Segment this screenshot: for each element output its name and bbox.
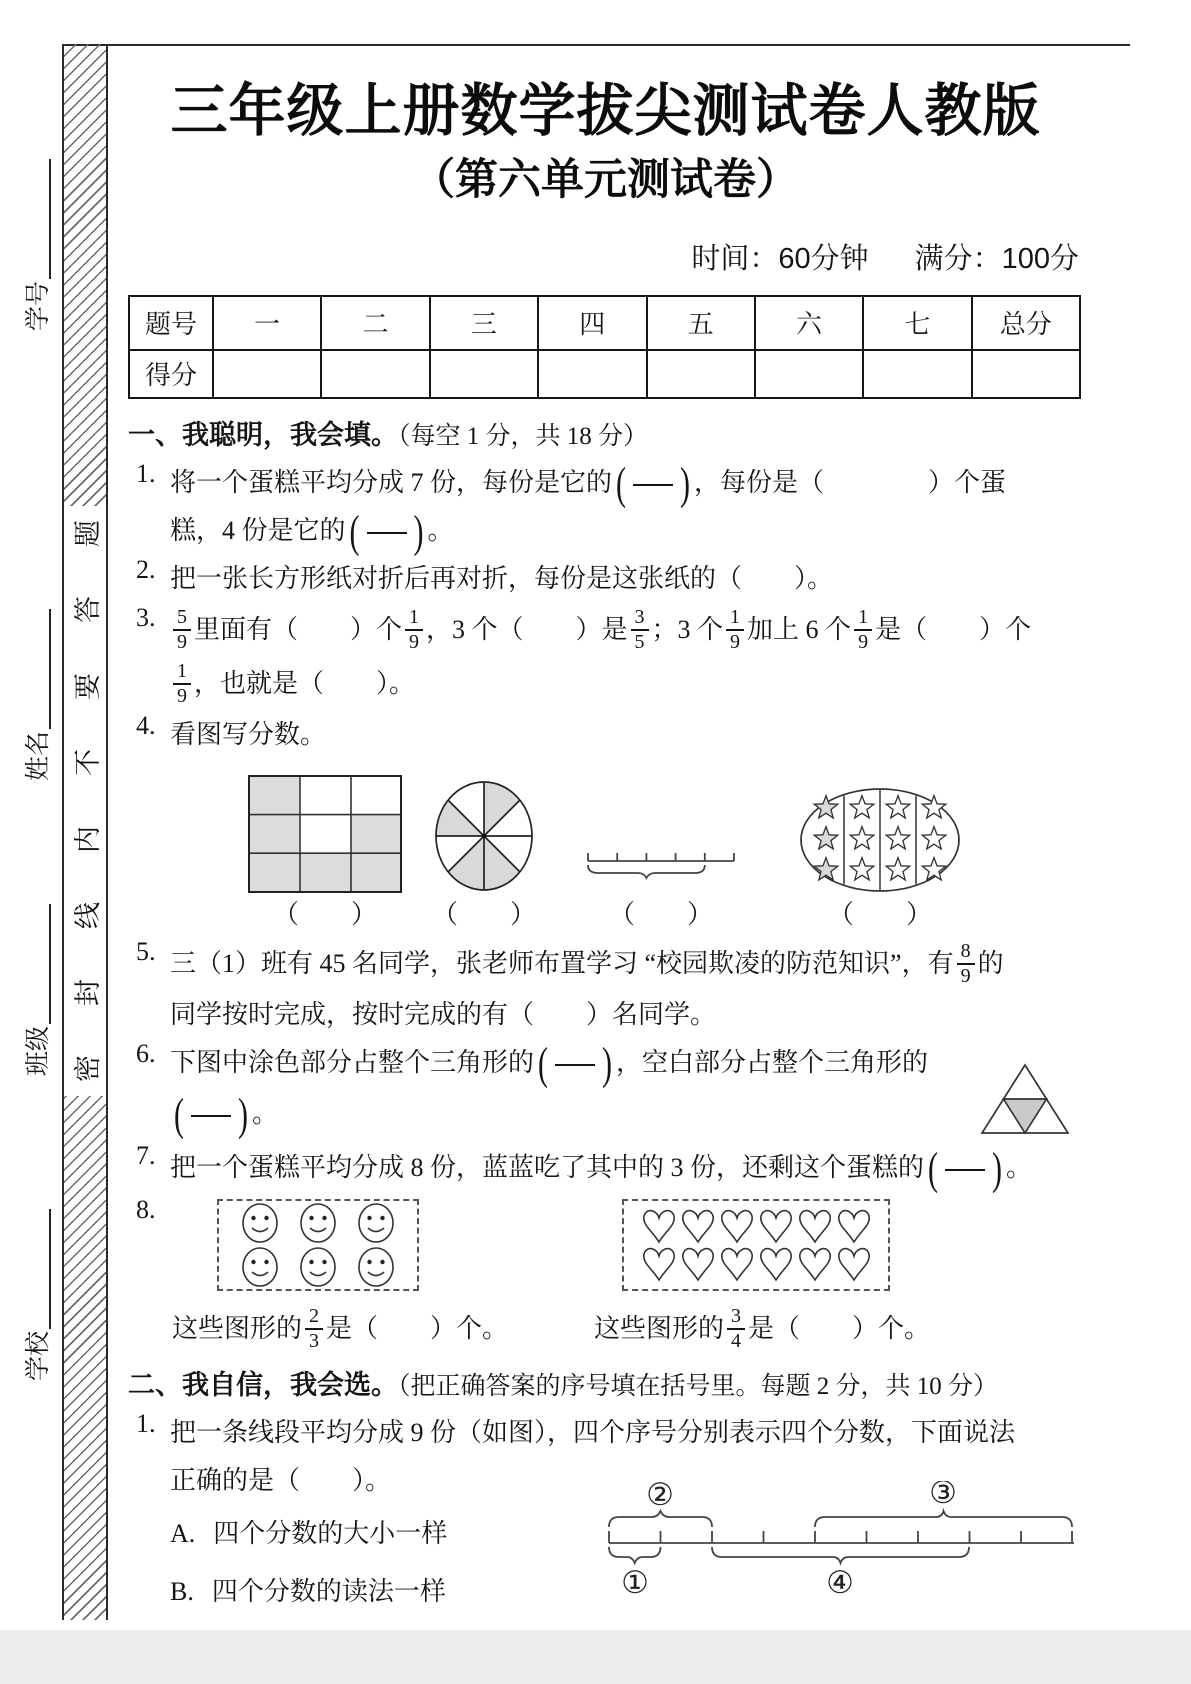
heart-icon bbox=[797, 1207, 833, 1245]
smiley-icon bbox=[355, 1202, 397, 1244]
question-8-captions bbox=[170, 1303, 1083, 1355]
class-field bbox=[25, 904, 51, 1076]
heart-icon bbox=[836, 1245, 872, 1283]
question-8-figures bbox=[170, 1199, 1083, 1293]
seal-char: 要 bbox=[72, 672, 103, 700]
smiley-icon bbox=[355, 1246, 397, 1288]
option-b: B. 四个分数的读法一样 bbox=[170, 1576, 446, 1606]
seal-line-text bbox=[64, 506, 106, 1096]
heart-icon bbox=[680, 1207, 716, 1245]
fraction: $\frac{5}{9}$ bbox=[173, 607, 191, 653]
question-4-line: 看图写分数。 bbox=[170, 719, 327, 749]
question-2 bbox=[128, 555, 1083, 603]
student-id-blank-line bbox=[45, 159, 51, 279]
score-col: 五 bbox=[647, 296, 755, 350]
fraction-blank: ( ) bbox=[349, 507, 424, 558]
question-4-figures bbox=[170, 763, 1083, 893]
fraction-blank: ( ) bbox=[538, 1039, 613, 1090]
fraction-blank: ( ) bbox=[174, 1090, 248, 1141]
exam-time: 时间：60分钟 bbox=[691, 242, 869, 275]
score-cell bbox=[430, 350, 538, 398]
heart-caption: 这些图形的 $\frac{3}{4}$ 是（ ）个。 bbox=[594, 1305, 931, 1353]
score-col: 七 bbox=[863, 296, 971, 350]
question-1-line1: 将一个蛋糕平均分成 7 份，每份是它的 ( ) ，每份是（ ）个蛋 bbox=[170, 459, 1007, 510]
heart-box-figure bbox=[622, 1199, 890, 1291]
fraction: $\frac{1}{9}$ bbox=[726, 607, 744, 653]
section2-heading bbox=[128, 1369, 1083, 1403]
brace-label-3: ③ bbox=[929, 1480, 957, 1510]
score-col: 总分 bbox=[972, 296, 1080, 350]
student-id-field bbox=[25, 159, 51, 331]
name-field bbox=[25, 609, 51, 781]
score-col: 四 bbox=[538, 296, 646, 350]
seal-char: 题 bbox=[72, 520, 103, 547]
score-table bbox=[128, 295, 1081, 399]
seal-char: 答 bbox=[72, 596, 103, 624]
question-4 bbox=[128, 711, 1083, 937]
segment-figure bbox=[585, 851, 737, 893]
seal-band bbox=[62, 44, 108, 1620]
section2-note: （把正确答案的序号填在括号里。每题 2 分，共 10 分） bbox=[398, 1372, 999, 1400]
question-number: 1. bbox=[136, 458, 156, 488]
smiley-icon bbox=[239, 1202, 281, 1244]
fraction-blank: ( ) bbox=[616, 459, 691, 510]
score-col: 二 bbox=[321, 296, 429, 350]
question-5-line1: 三（1）班有 45 名同学，张老师布置学习 “校园欺凌的防范知识”，有 $\frac{8}{9}$ 的 bbox=[170, 940, 1004, 988]
fraction: $\frac{3}{4}$ bbox=[727, 1306, 745, 1352]
question-number: 6. bbox=[136, 1038, 156, 1068]
seal-char: 不 bbox=[72, 749, 103, 777]
heart-icon bbox=[680, 1245, 716, 1283]
fraction: $\frac{8}{9}$ bbox=[957, 941, 975, 987]
score-row-label: 得分 bbox=[129, 350, 213, 398]
heart-icon bbox=[797, 1245, 833, 1283]
question-number: 1. bbox=[136, 1408, 156, 1438]
score-table-corner: 题号 bbox=[129, 296, 213, 350]
section1-note: （每空 1 分，共 18 分） bbox=[398, 422, 649, 450]
score-cell bbox=[863, 350, 971, 398]
option-a: A. 四个分数的大小一样 bbox=[170, 1518, 448, 1548]
question-6 bbox=[128, 1039, 1083, 1141]
brace-label-2: ② bbox=[646, 1480, 674, 1512]
number-line-diagram bbox=[607, 1481, 1077, 1639]
question-6-line2: ( ) 。 bbox=[174, 1090, 279, 1141]
score-cell bbox=[972, 350, 1080, 398]
section1-heading bbox=[128, 419, 1083, 453]
seal-char: 封 bbox=[72, 978, 103, 1006]
s2-question-1-line1: 把一条线段平均分成 9 份（如图），四个序号分别表示四个分数，下面说法 bbox=[170, 1417, 1016, 1447]
hatch-pattern-bottom-icon bbox=[64, 1096, 106, 1620]
exam-full-score: 满分：100分 bbox=[914, 242, 1079, 275]
section1-title: 我聪明，我会填。 bbox=[182, 419, 398, 450]
question-7 bbox=[128, 1141, 1083, 1195]
triangle-figure bbox=[980, 1063, 1070, 1135]
question-3-line2: $\frac{1}{9}$ ，也就是（ ）。 bbox=[170, 657, 1083, 711]
smiley-icon bbox=[297, 1246, 339, 1288]
paper-content bbox=[128, 60, 1083, 1679]
question-8 bbox=[128, 1195, 1083, 1355]
section2-number: 二、 bbox=[128, 1369, 182, 1400]
grid-figure bbox=[247, 775, 403, 893]
score-col: 一 bbox=[213, 296, 321, 350]
page-subtitle: （第六单元测试卷） bbox=[412, 155, 799, 204]
question-3 bbox=[128, 603, 1083, 711]
s2-question-1-line2: 正确的是（ ）。 bbox=[170, 1465, 392, 1495]
star-oval-figure bbox=[797, 787, 963, 893]
question-3-line1: $\frac{5}{9}$ 里面有（ ）个 $\frac{1}{9}$ ，3 个（ ）是 $\frac{3}{5}$ ；3 个 $\frac{1}{9}$ 加上 6 个 $\frac{1}{9}$ 是（ ）个 bbox=[170, 603, 1083, 657]
fraction: $\frac{1}{9}$ bbox=[854, 607, 872, 653]
fraction: $\frac{2}{3}$ bbox=[305, 1306, 323, 1352]
question-number: 8. bbox=[136, 1194, 156, 1224]
fraction: $\frac{1}{9}$ bbox=[173, 661, 191, 707]
exam-meta bbox=[128, 236, 1083, 277]
question-1-line2: 糕，4 份是它的 ( ) 。 bbox=[170, 507, 454, 558]
class-blank-line bbox=[45, 904, 51, 1024]
question-7-line: 把一个蛋糕平均分成 8 份，蓝蓝吃了其中的 3 份，还剩这个蛋糕的 ( ) 。 bbox=[170, 1144, 1033, 1195]
brace-label-1: ① bbox=[621, 1564, 649, 1600]
question-number: 7. bbox=[136, 1140, 156, 1170]
score-col: 六 bbox=[755, 296, 863, 350]
score-cell bbox=[538, 350, 646, 398]
name-label: 姓名 bbox=[25, 730, 52, 781]
heart-icon bbox=[719, 1207, 755, 1245]
answer-blank: （ ） bbox=[432, 899, 537, 929]
score-cell bbox=[213, 350, 321, 398]
smiley-icon bbox=[239, 1246, 281, 1288]
question-number: 4. bbox=[136, 710, 156, 740]
student-id-label: 学号 bbox=[25, 280, 52, 331]
heart-icon bbox=[641, 1245, 677, 1283]
smiley-icon bbox=[297, 1202, 339, 1244]
score-cell bbox=[755, 350, 863, 398]
question-number: 3. bbox=[136, 602, 156, 632]
seal-frame-top-line bbox=[62, 44, 1130, 46]
smiley-box-figure bbox=[217, 1199, 419, 1291]
question-number: 5. bbox=[136, 936, 156, 966]
score-cell bbox=[647, 350, 755, 398]
brace-label-4: ④ bbox=[826, 1564, 854, 1600]
fraction: $\frac{1}{9}$ bbox=[405, 607, 423, 653]
answer-blank: （ ） bbox=[608, 899, 713, 929]
smiley-caption: 这些图形的 $\frac{2}{3}$ 是（ ）个。 bbox=[172, 1305, 509, 1353]
heart-icon bbox=[836, 1207, 872, 1245]
school-blank-line bbox=[45, 1209, 51, 1329]
heart-icon bbox=[758, 1207, 794, 1245]
answer-blank: （ ） bbox=[272, 899, 377, 929]
class-label: 班级 bbox=[25, 1025, 52, 1076]
school-field bbox=[25, 1209, 51, 1381]
heart-icon bbox=[719, 1245, 755, 1283]
question-2-line: 把一张长方形纸对折后再对折，每份是这张纸的（ ）。 bbox=[170, 563, 834, 593]
page-title: 三年级上册数学拔尖测试卷人教版 bbox=[170, 79, 1041, 143]
page-bottom-edge bbox=[0, 1630, 1191, 1684]
question-5-line2: 同学按时完成，按时完成的有（ ）名同学。 bbox=[170, 999, 717, 1029]
question-6-line1: 下图中涂色部分占整个三角形的 ( ) ，空白部分占整个三角形的 bbox=[170, 1039, 929, 1090]
fraction: $\frac{3}{5}$ bbox=[631, 607, 649, 653]
school-label: 学校 bbox=[25, 1330, 52, 1381]
section2-title: 我自信，我会选。 bbox=[182, 1369, 398, 1400]
question-1 bbox=[128, 458, 1083, 558]
answer-blank: （ ） bbox=[827, 899, 932, 929]
heart-icon bbox=[758, 1245, 794, 1283]
hatch-pattern-top-icon bbox=[64, 44, 106, 506]
section1-number: 一、 bbox=[128, 419, 182, 450]
question-5 bbox=[128, 937, 1083, 1039]
fraction-blank: ( ) bbox=[928, 1144, 1003, 1195]
name-blank-line bbox=[45, 609, 51, 729]
seal-char: 内 bbox=[72, 825, 103, 853]
question-number: 2. bbox=[136, 554, 156, 584]
seal-char: 密 bbox=[72, 1054, 103, 1082]
pie-figure bbox=[432, 779, 536, 893]
score-col: 三 bbox=[430, 296, 538, 350]
heart-icon bbox=[641, 1207, 677, 1245]
score-cell bbox=[321, 350, 429, 398]
question-4-blanks bbox=[170, 893, 1083, 937]
seal-char: 线 bbox=[72, 902, 103, 930]
